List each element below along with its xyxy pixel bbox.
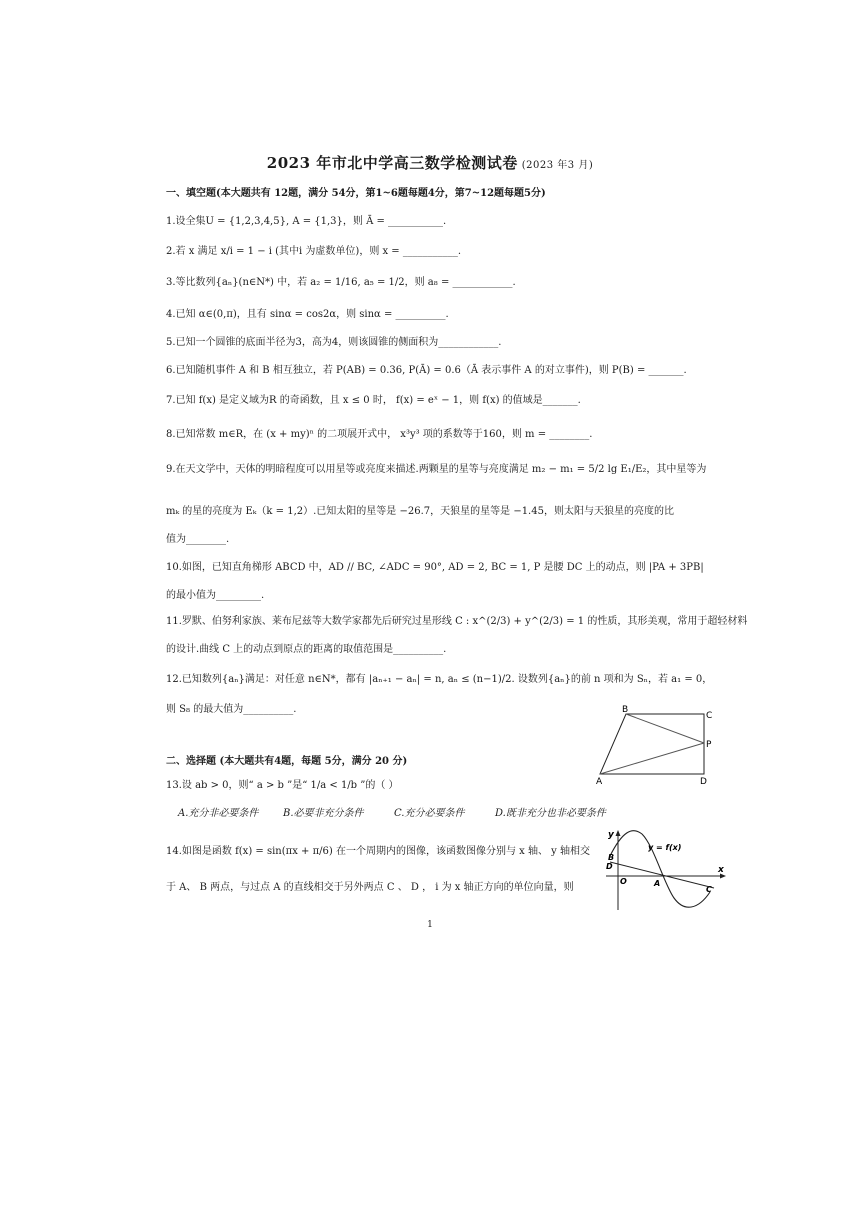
page-number: 1 [427,920,433,930]
segment-pa [600,743,704,774]
question-10-line-1: 10.如图，已知直角梯形 ABCD 中，AD // BC, ∠ADC = 90°, AD = 2, BC = 1, P 是腰 DC 上的动点，则 |PA + 3PB| [166,562,704,573]
sine-graph-figure [602,828,728,912]
label-d: D [700,777,707,786]
point-c-label: C [706,885,712,894]
y-axis-label: y [608,830,614,840]
question-9-line-1: 9.在天文学中，天体的明暗程度可以用星等或亮度来描述.两颗星的星等与亮度满足 m₂ − m₁ = 5/2 lg E₁/E₂，其中星等为 [166,464,707,475]
label-b: B [622,705,629,715]
question-8: 8.已知常数 m∈R，在 (x + my)ⁿ 的二项展开式中， x³y³ 项的系数等于160，则 m = ________. [166,429,593,440]
question-12-line-1: 12.已知数列{aₙ}满足：对任意 n∈N*，都有 |aₙ₊₁ − aₙ| = n, aₙ ≤ (n−1)/2. 设数列{aₙ}的前 n 项和为 Sₙ，若 a₁ = 0， [166,674,713,685]
question-14-line-1: 14.如图是函数 f(x) = sin(πx + π/6) 在一个周期内的图像，该函数图像分别与 x 轴、 y 轴相交 [166,846,590,857]
label-p: P [706,740,712,750]
title-main: 2023 年市北中学高三数学检测试卷 [266,154,518,172]
q13-option-b: B.必要非充分条件 [283,808,364,819]
question-14-line-2: 于 A、 B 两点，与过点 A 的直线相交于另外两点 C 、 D ， i 为 x 轴正方向的单位向量，则 [166,882,574,893]
origin-label: O [620,877,627,886]
question-13: 13.设 ab > 0，则“ a > b ”是“ 1/a < 1/b ”的（ ） [166,780,399,791]
question-5: 5.已知一个圆锥的底面半径为3，高为4，则该圆锥的侧面积为____________. [166,337,502,348]
section-multiple-choice: 二、选择题 (本大题共有4题，每题 5分，满分 20 分) [166,756,408,767]
title-date: (2023 年3 月) [521,160,594,171]
question-2: 2.若 x 满足 x/i = 1 − i (其中i 为虚数单位)，则 x = ___________. [166,246,462,257]
question-11-line-1: 11.罗默、伯努利家族、莱布尼兹等大数学家都先后研究过星形线 C : x^(2/3) + y^(2/3) = 1 的性质，其形美观，常用于超轻材料 [166,616,748,627]
q13-option-c: C.充分必要条件 [394,808,465,819]
section-fill-in: 一、填空题(本大题共有 12题，满分 54分，第1~6题每题4分，第7~12题每题5分) [166,188,546,199]
q13-option-a: A.充分非必要条件 [178,808,259,819]
label-c: C [706,711,713,721]
question-11-line-2: 的设计.曲线 C 上的动点到原点的距离的取值范围是__________. [166,644,447,655]
question-9-line-3: 值为________. [166,534,230,545]
trapezoid-figure [592,702,724,786]
question-7: 7.已知 f(x) 是定义域为R 的奇函数，且 x ≤ 0 时， f(x) = eˣ − 1，则 f(x) 的值域是_______. [166,395,581,406]
question-1: 1.设全集U = {1,2,3,4,5}, A = {1,3}，则 Ā = ___________. [166,216,447,227]
segment-pb [626,714,704,743]
question-6: 6.已知随机事件 A 和 B 相互独立，若 P(AB) = 0.36, P(Ā) = 0.6（Ā 表示事件 A 的对立事件)，则 P(B) = _______. [166,365,687,376]
question-4: 4.已知 α∈(0,π)，且有 sinα = cos2α，则 sinα = __________. [166,309,449,320]
question-9-line-2: mₖ 的星的亮度为 Eₖ（k = 1,2）.已知太阳的星等是 −26.7，天狼星的星等是 −1.45，则太阳与天狼星的亮度的比 [166,506,674,517]
exam-title [0,152,860,173]
trapezoid-outline [600,714,704,774]
point-b-label: B [608,853,615,862]
x-axis-label: x [718,865,724,875]
question-3: 3.等比数列{aₙ}(n∈N*) 中，若 a₂ = 1/16, a₅ = 1/2，则 a₈ = ____________. [166,277,516,288]
y-axis-arrow [616,830,621,836]
question-12-line-2: 则 S₈ 的最大值为__________. [166,704,297,715]
label-a: A [596,777,603,786]
q13-option-d: D.既非充分也非必要条件 [495,808,606,819]
point-d-label: D [606,862,613,871]
question-10-line-2: 的最小值为_________. [166,590,265,601]
function-label: y = f(x) [648,843,682,852]
point-a-label: A [654,879,661,888]
